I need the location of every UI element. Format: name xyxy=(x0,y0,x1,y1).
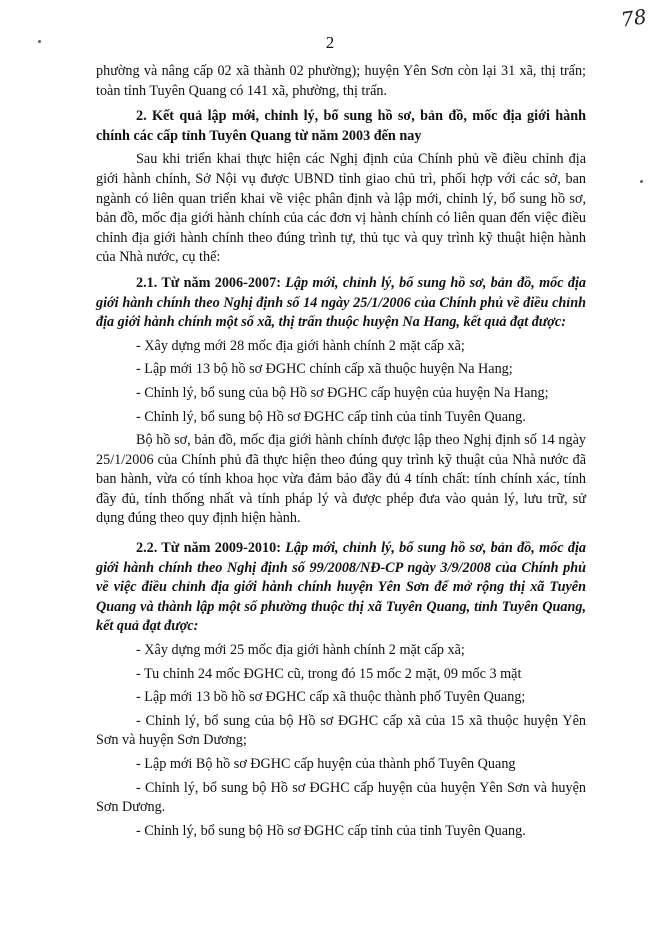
page-number: 2 xyxy=(325,33,335,52)
list-item: - Xây dựng mới 25 mốc địa giới hành chính 2 mặt cấp xã; xyxy=(136,642,465,659)
subsection-2-2-period: 2.2. Từ năm 2009-2010: xyxy=(136,540,281,557)
list-item: - Chỉnh lý, bổ sung của bộ Hồ sơ ĐGHC cấp huyện của huyện Na Hang; xyxy=(136,384,549,401)
list-item: - Chỉnh lý, bổ sung bộ Hồ sơ ĐGHC cấp huyện của huyện Yên Sơn và huyện Sơn Dương. xyxy=(96,779,586,816)
list-item: - Chỉnh lý, bổ sung bộ Hồ sơ ĐGHC cấp tỉnh của tỉnh Tuyên Quang. xyxy=(136,408,526,425)
list-item: - Tu chỉnh 24 mốc ĐGHC cũ, trong đó 15 mốc 2 mặt, 09 mốc 3 mặt xyxy=(136,665,522,682)
subsection-heading-2-2 xyxy=(96,539,586,637)
scan-speck xyxy=(640,180,643,183)
subsection-2-1-title: Lập mới, chỉnh lý, bổ sung hồ sơ, bản đồ, mốc địa giới hành chính theo Nghị định số 14 ngày 25/1/2006 của Chính phủ về điều chỉnh địa giới hành chính một số xã, thị trấn thuộc huyện Na Hang, kết quả đạt được: xyxy=(96,274,586,331)
document-body xyxy=(96,62,586,841)
handwritten-page-mark: 78 xyxy=(619,4,648,32)
list-item: - Xây dựng mới 28 mốc địa giới hành chính 2 mặt cấp xã; xyxy=(136,337,465,354)
paragraph-intro: Sau khi triển khai thực hiện các Nghị định của Chính phủ về điều chỉnh địa giới hành chính, Sở Nội vụ được UBND tỉnh giao chủ trì, phối hợp với các sở, ban ngành có liên quan triển khai về việc phân định và lập mới, chỉnh lý, bổ sung hồ sơ, bản đồ, mốc địa giới hành chính của các đơn vị hành chính có liên quan đến việc điều chỉnh địa giới hành chính theo đúng trình tự, thủ tục và quy trình kỹ thuật hiện hành của Nhà nước, cụ thể: xyxy=(96,151,586,266)
list-item: - Lập mới Bộ hồ sơ ĐGHC cấp huyện của thành phố Tuyên Quang xyxy=(136,756,516,772)
paragraph-continuation: phường và nâng cấp 02 xã thành 02 phường); huyện Yên Sơn còn lại 31 xã, thị trấn; toàn tỉnh Tuyên Quang có 141 xã, phường, thị trấn. xyxy=(96,63,586,99)
paragraph-summary: Bộ hồ sơ, bản đồ, mốc địa giới hành chính được lập theo Nghị định số 14 ngày 25/1/2006 của Chính phủ đã thực hiện theo đúng quy trình kỹ thuật của Nhà nước đã ban hành, vừa có tính khoa học vừa đảm bảo đầy đủ 4 tính chất: tính chính xác, tính đầy đủ, tính thống nhất và tính pháp lý và được phép đưa vào quản lý, lưu trữ, sử dụng đúng theo quy định hiện hành. xyxy=(96,432,586,527)
subsection-2-2-title: Lập mới, chỉnh lý, bổ sung hồ sơ, bản đồ, mốc địa giới hành chính theo Nghị định số 99/2008/NĐ-CP ngày 3/9/2008 của Chính phủ về việc điều chỉnh địa giới hành chính huyện Yên Sơn để mở rộng thị xã Tuyên Quang và thành lập một số phường thuộc thị xã Tuyên Quang, tỉnh Tuyên Quang, kết quả đạt được: xyxy=(96,540,586,635)
subsection-2-1-period: 2.1. Từ năm 2006-2007: xyxy=(136,274,281,291)
list-item: - Chỉnh lý, bổ sung bộ Hồ sơ ĐGHC cấp tỉnh của tỉnh Tuyên Quang. xyxy=(136,822,526,839)
list-item: - Lập mới 13 bộ hồ sơ ĐGHC chính cấp xã thuộc huyện Na Hang; xyxy=(136,361,513,378)
list-item: - Lập mới 13 bồ hồ sơ ĐGHC cấp xã thuộc thành phố Tuyên Quang; xyxy=(136,689,526,706)
list-item: - Chỉnh lý, bổ sung của bộ Hồ sơ ĐGHC cấp xã của 15 xã thuộc huyện Yên Sơn và huyện Sơn Dương; xyxy=(96,712,586,749)
subsection-heading-2-1 xyxy=(96,274,586,333)
section-heading-2: 2. Kết quả lập mới, chỉnh lý, bổ sung hồ sơ, bản đồ, mốc địa giới hành chính các cấp tỉnh Tuyên Quang từ năm 2003 đến nay xyxy=(96,108,586,144)
